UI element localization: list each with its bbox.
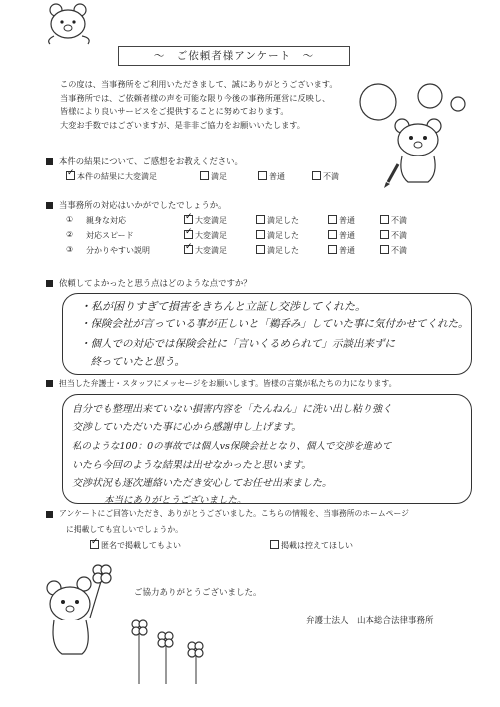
bear-illustration-top (40, 2, 100, 46)
q4-answer-line: いたら今回のような結果は出せなかったと思います。 (72, 460, 312, 471)
row-option[interactable]: 普通 (328, 230, 355, 241)
row-option[interactable]: 普通 (328, 245, 355, 256)
checkbox-icon[interactable] (200, 171, 209, 180)
row-number: ③ (66, 245, 74, 254)
firm-name: 弁護士法人 山本総合法律事務所 (306, 616, 434, 626)
question-5-heading (46, 508, 409, 519)
q1-option-label: 本件の結果に大変満足 (77, 172, 157, 181)
row-option[interactable]: ✓ 大変満足 (184, 245, 227, 256)
bear-with-pencil-illustration (358, 82, 470, 190)
row-number: ① (66, 215, 74, 224)
q3-answer-line: ・私が困りすぎて損害をきちんと立証し交渉してくれた。 (80, 300, 366, 313)
checkbox-icon[interactable] (270, 540, 279, 549)
row-option[interactable]: 不満 (380, 215, 407, 226)
row-option[interactable]: ✓ 大変満足 (184, 215, 227, 226)
row-option[interactable]: 不満 (380, 245, 407, 256)
checkbox-icon[interactable] (256, 230, 265, 239)
checkbox-checked-icon[interactable] (90, 540, 99, 549)
q5-option-decline[interactable] (270, 540, 353, 551)
q3-answer-line: ・保険会社が言っている事が正しいと「鵜呑み」していた事に気付かせてくれた。 (80, 318, 469, 330)
checkbox-icon[interactable] (258, 171, 267, 180)
question-2-heading (46, 199, 227, 211)
question-5-text: アンケートにご回答いただき、ありがとうございました。こちらの情報を、当事務所のホームページ (59, 509, 409, 518)
checkbox-icon[interactable] (380, 230, 389, 239)
bullet-square-icon (46, 202, 53, 209)
q1-option-satisfied[interactable] (200, 171, 227, 182)
q5-option-label: 匿名で掲載してもよい (101, 541, 181, 550)
question-3-heading (46, 277, 252, 289)
checkbox-checked-icon[interactable] (184, 215, 193, 224)
bullet-square-icon (46, 158, 53, 165)
q5-option-anonymous-ok[interactable] (90, 540, 181, 551)
intro-line: 当事務所では、ご依頼者様の声を可能な限り今後の事務所運営に反映し、 (60, 92, 331, 103)
checkbox-icon[interactable] (380, 245, 389, 254)
q1-option-label: 不満 (323, 172, 339, 181)
question-1-text: 本件の結果について、ご感想をお教えください。 (59, 156, 243, 166)
row-number: ② (66, 230, 74, 239)
intro-line: この度は、当事務所をご利用いただきまして、誠にありがとうございます。 (60, 79, 338, 89)
checkbox-checked-icon[interactable] (184, 245, 193, 254)
q4-answer-line: 本当にありがとうございました。 (104, 495, 247, 506)
q4-answer-line: 交渉状況も逐次連絡いただき安心してお任せ出来ました。 (72, 478, 332, 489)
row-option[interactable]: ✓ 大変満足 (184, 230, 227, 241)
checkbox-checked-icon[interactable] (184, 230, 193, 239)
row-label: 分かりやすい説明 (86, 246, 150, 255)
question-4-heading (46, 378, 397, 389)
intro-text (60, 78, 360, 132)
q3-answer-line: ・個人での対応では保険会社に「言いくるめられて」示談出来ずに (80, 338, 395, 350)
row-option[interactable]: 普通 (328, 215, 355, 226)
question-5-heading-cont: に掲載しても宜しいでしょうか。 (66, 525, 183, 534)
q1-option-label: 普通 (269, 172, 285, 181)
q1-option-very-satisfied[interactable] (66, 171, 157, 182)
checkbox-icon[interactable] (380, 215, 389, 224)
row-option[interactable]: 満足した (256, 215, 299, 226)
checkbox-checked-icon[interactable] (66, 171, 75, 180)
bullet-square-icon (46, 511, 53, 518)
checkbox-icon[interactable] (256, 245, 265, 254)
row-option[interactable]: 不満 (380, 230, 407, 241)
bullet-square-icon (46, 380, 53, 387)
bear-with-flowers-illustration (42, 558, 242, 693)
q4-answer-line: 交渉していただいた事に心から感謝申し上げます。 (72, 422, 302, 433)
intro-line: 大変お手数ではございますが、是非非ご協力をお願いいたします。 (60, 119, 305, 130)
q1-option-label: 満足 (211, 172, 227, 181)
row-option[interactable]: 満足した (256, 245, 299, 256)
row-option[interactable]: 満足した (256, 230, 299, 241)
checkbox-icon[interactable] (312, 171, 321, 180)
checkbox-icon[interactable] (256, 215, 265, 224)
question-3-text: 依頼してよかったと思う点はどのような点ですか？ (59, 278, 252, 288)
q3-answer-line: 終っていたと思う。 (80, 356, 185, 368)
checkbox-icon[interactable] (328, 230, 337, 239)
q1-option-normal[interactable] (258, 171, 285, 182)
thanks-message: ご協力ありがとうございました。 (134, 588, 262, 598)
page-title: ～ ご依頼者様アンケート ～ (118, 46, 350, 66)
checkbox-icon[interactable] (328, 245, 337, 254)
question-1-heading (46, 155, 243, 167)
question-2-text: 当事務所の対応はいかがでしたでしょうか。 (59, 200, 227, 210)
checkbox-icon[interactable] (328, 215, 337, 224)
q4-answer-line: 私のような100：0の事故では個人vs保険会社となり、個人で交渉を進めて (72, 441, 392, 452)
bullet-square-icon (46, 280, 53, 287)
q4-answer-line: 自分でも整理出来ていない損害内容を「たんねん」に洗い出し粘り強く (72, 404, 392, 415)
row-label: 親身な対応 (86, 216, 126, 225)
q1-option-unsatisfied[interactable] (312, 171, 339, 182)
row-label: 対応スピード (86, 231, 134, 240)
q5-option-label: 掲載は控えてほしい (281, 541, 353, 550)
question-4-text: 担当した弁護士・スタッフにメッセージをお願いします。皆様の言葉が私たちの力になります。 (59, 379, 397, 388)
intro-line: 皆様により良いサービスをご提供することに努めております。 (60, 106, 289, 116)
